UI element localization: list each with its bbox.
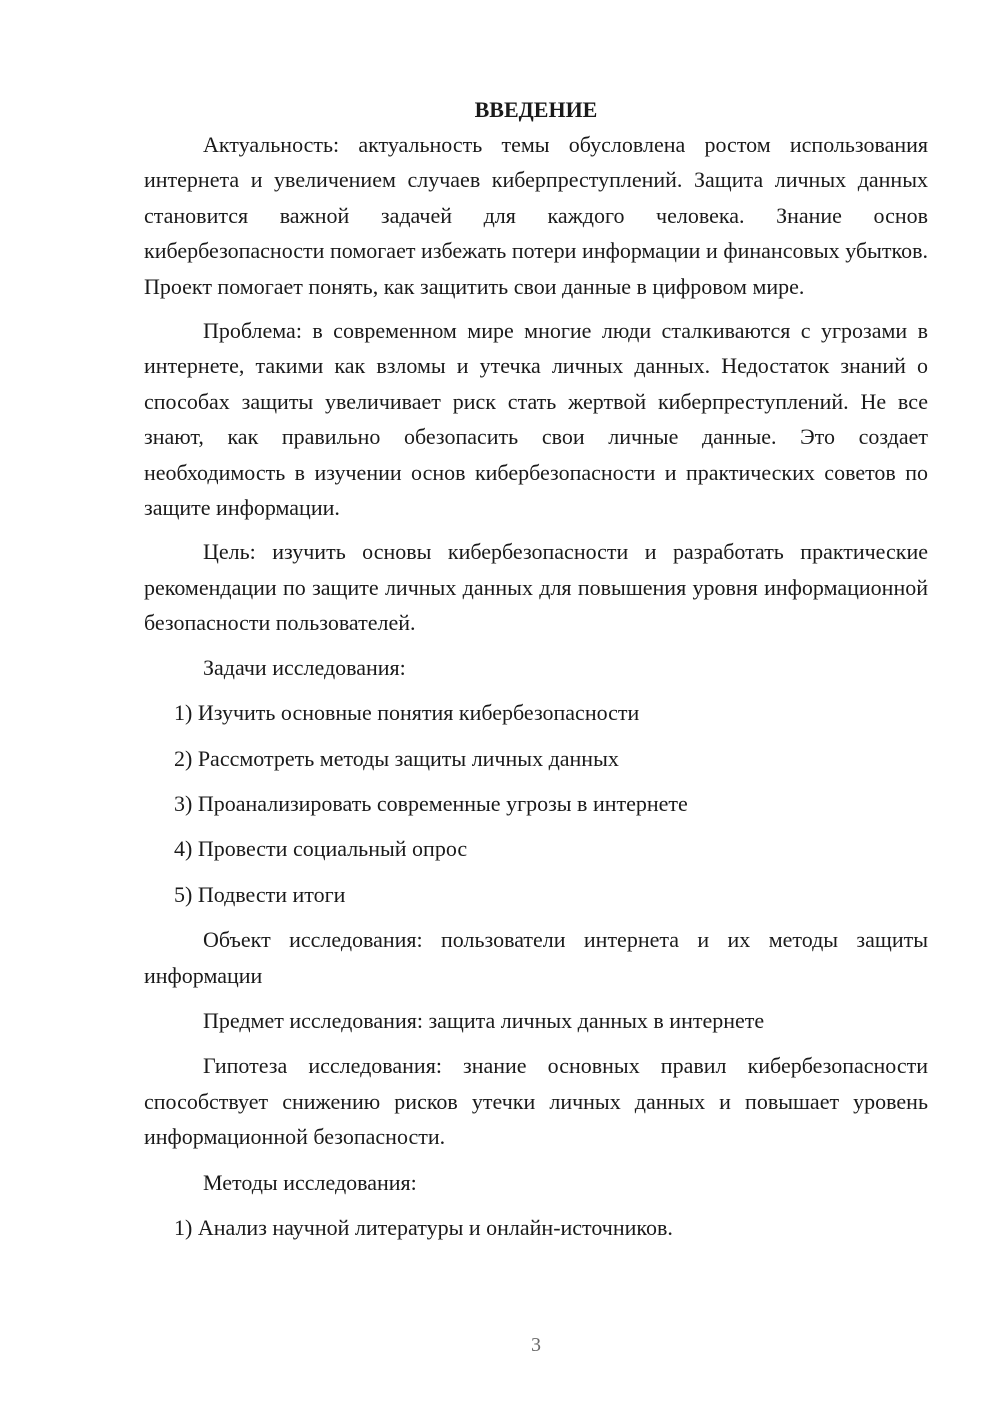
tasks-list — [144, 695, 928, 912]
list-item: 1) Анализ научной литературы и онлайн-источников. — [174, 1214, 673, 1240]
object-paragraph: Объект исследования: пользователи интернета и их методы защиты информации — [144, 927, 928, 988]
list-item: 4) Провести социальный опрос — [174, 836, 468, 862]
list-item: 5) Подвести итоги — [174, 881, 346, 907]
page-number: 3 — [531, 1334, 541, 1356]
tasks-title: Задачи исследования: — [203, 654, 406, 680]
page-title: ВВЕДЕНИЕ — [474, 97, 598, 122]
list-item: 2) Рассмотреть методы защиты личных данных — [174, 745, 619, 771]
goal-paragraph: Цель: изучить основы кибербезопасности и разработать практические рекомендации по защите личных данных для повышения уровня информационной безопасности пользователей. — [144, 539, 928, 636]
methods-title: Методы исследования: — [203, 1169, 417, 1195]
problem-paragraph: Проблема: в современном мире многие люди сталкиваются с угрозами в интернете, такими как взломы и утечка личных данных. Недостаток знаний о способах защиты увеличивает риск стать жертвой киберпреступлений. Не все знают, как правильно обезопасить свои личные данные. Это создает необходимость в изучении основ кибербезопасности и практических советов по защите информации. — [144, 318, 928, 521]
methods-list — [144, 1210, 928, 1245]
document-page — [144, 92, 928, 1245]
subject-paragraph: Предмет исследования: защита личных данных в интернете — [203, 1007, 765, 1033]
list-item: 3) Проанализировать современные угрозы в интернете — [174, 790, 688, 816]
list-item: 1) Изучить основные понятия кибербезопасности — [174, 700, 640, 726]
relevance-paragraph: Актуальность: актуальность темы обусловлена ростом использования интернета и увеличением случаев киберпреступлений. Защита личных данных становится важной задачей для каждого человека. Знание основ кибербезопасности помогает избежать потери информации и финансовых убытков. Проект помогает понять, как защитить свои данные в цифровом мире. — [144, 132, 928, 299]
hypothesis-paragraph: Гипотеза исследования: знание основных правил кибербезопасности способствует снижению рисков утечки личных данных и повышает уровень информационной безопасности. — [144, 1053, 928, 1150]
